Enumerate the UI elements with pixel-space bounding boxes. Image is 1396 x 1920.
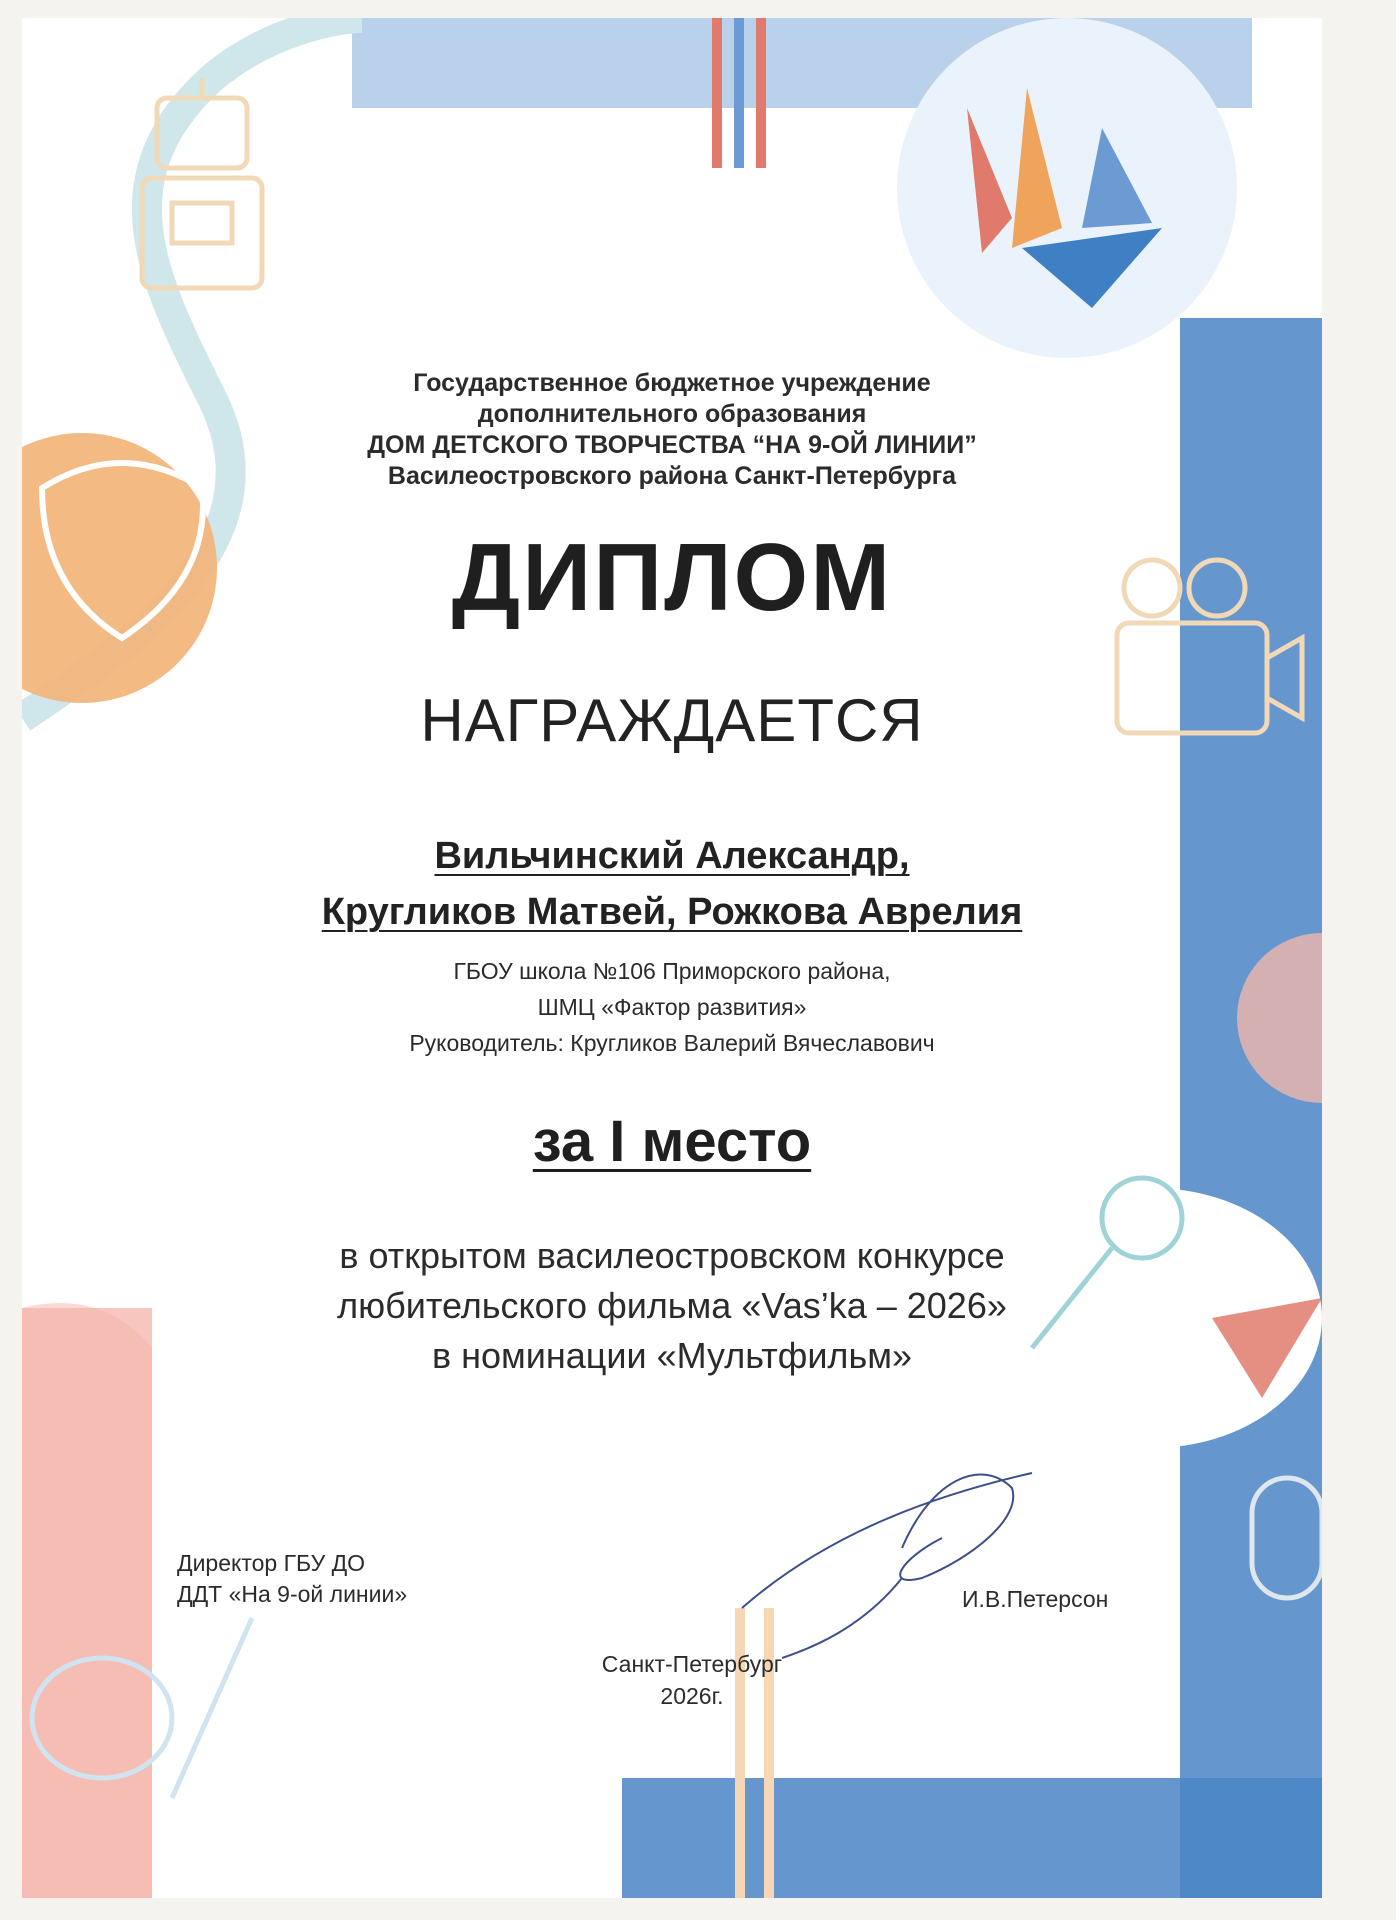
top-red-stripe-2: [756, 18, 766, 168]
logo-circle: [897, 18, 1237, 358]
signature-scribble: [742, 1473, 1032, 1658]
contest-line-2: любительского фильма «Vas’ka – 2026»: [337, 1285, 1007, 1326]
supervisor-line: Руководитель: Кругликов Валерий Вячеславович: [409, 1030, 935, 1056]
recipients-line-1: Вильчинский Александр,: [434, 835, 910, 877]
top-red-stripe-1: [712, 18, 722, 168]
org-line-3: ДОМ ДЕТСКОГО ТВОРЧЕСТВА “НА 9-ОЙ ЛИНИИ”: [367, 431, 977, 459]
director-name: И.В.Петерсон: [962, 1586, 1109, 1612]
footer-year: 2026г.: [660, 1683, 724, 1709]
awarded-label: НАГРАЖДАЕТСЯ: [420, 687, 924, 754]
org-line-4: Василеостровского района Санкт-Петербурга: [387, 462, 957, 490]
place-award: за I место: [532, 1109, 812, 1174]
diploma-title: ДИПЛОМ: [451, 524, 893, 631]
org-line-2: дополнительного образования: [477, 400, 867, 428]
footer-city: Санкт-Петербург: [601, 1651, 783, 1677]
bottom-blue-border: [622, 1778, 1322, 1898]
org-line-1: Государственное бюджетное учреждение: [413, 369, 931, 397]
top-blue-stripe: [734, 18, 744, 168]
contest-line-3: в номинации «Мультфильм»: [432, 1335, 912, 1376]
director-title-line-2: ДДТ «На 9-ой линии»: [177, 1581, 408, 1607]
recipients-line-2: Кругликов Матвей, Рожкова Аврелия: [321, 891, 1023, 933]
diploma-sheet: [22, 18, 1322, 1898]
contest-line-1: в открытом василеостровском конкурсе: [339, 1235, 1005, 1276]
school-line-2: ШМЦ «Фактор развития»: [537, 994, 807, 1020]
school-line-1: ГБОУ школа №106 Приморского района,: [453, 958, 891, 984]
director-title-line-1: Директор ГБУ ДО: [177, 1550, 366, 1576]
left-pink-arc: [22, 1303, 152, 1898]
